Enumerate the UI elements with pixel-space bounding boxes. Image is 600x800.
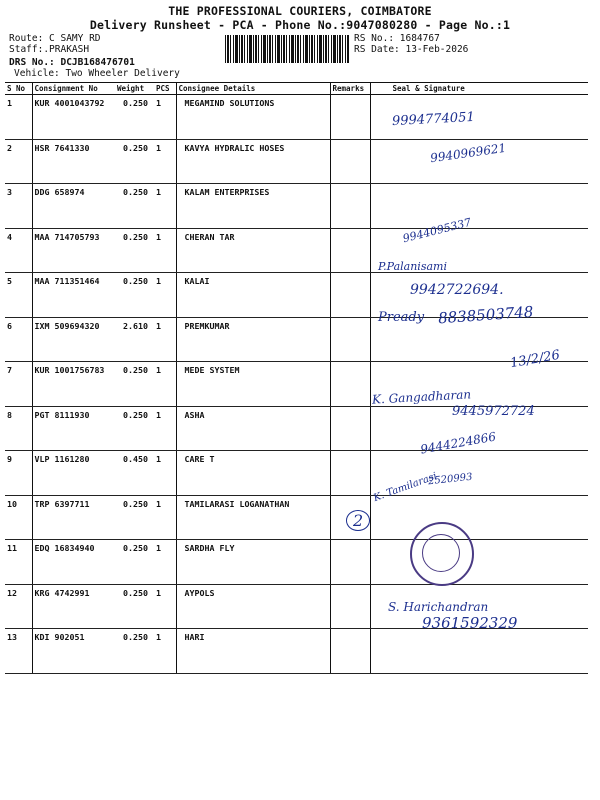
row-remarks bbox=[330, 273, 370, 318]
row-signature bbox=[370, 362, 588, 407]
row-consignee: TAMILARASI LOGANATHAN bbox=[176, 495, 330, 540]
handwritten-phone: 9942722694. bbox=[410, 282, 504, 298]
row-consignment: EDQ 16834940 bbox=[32, 540, 115, 585]
handwritten-phone: 8838503748 bbox=[437, 302, 534, 328]
row-signature bbox=[370, 184, 588, 229]
row-remarks bbox=[330, 629, 370, 674]
row-signature bbox=[370, 317, 588, 362]
row-sno: 5 bbox=[5, 273, 32, 318]
row-signature bbox=[370, 584, 588, 629]
row-pcs: 1 bbox=[154, 139, 176, 184]
row-consignee: SARDHA FLY bbox=[176, 540, 330, 585]
company-title: THE PROFESSIONAL COURIERS, COIMBATORE bbox=[168, 4, 432, 18]
row-consignment: KUR 4001043792 bbox=[32, 95, 115, 140]
row-weight: 0.250 bbox=[115, 406, 154, 451]
row-consignee: MEDE SYSTEM bbox=[176, 362, 330, 407]
row-sno: 4 bbox=[5, 228, 32, 273]
table-row bbox=[5, 95, 588, 140]
row-consignment: KUR 1001756783 bbox=[32, 362, 115, 407]
row-sno: 1 bbox=[5, 95, 32, 140]
handwritten-phone: 9994774051 bbox=[391, 109, 476, 130]
row-consignment: MAA 714705793 bbox=[32, 228, 115, 273]
row-consignee: ASHA bbox=[176, 406, 330, 451]
row-remarks bbox=[330, 451, 370, 496]
handwritten-name: K. Tamilarasi bbox=[372, 470, 439, 505]
col-header-consignment: Consignment No bbox=[32, 83, 115, 95]
row-pcs: 1 bbox=[154, 362, 176, 407]
handwritten-name: S. Harichandran bbox=[388, 600, 489, 614]
handwritten-name: Pready bbox=[378, 310, 425, 325]
col-header-remarks: Remarks bbox=[330, 83, 370, 95]
row-consignment: HSR 7641330 bbox=[32, 139, 115, 184]
row-weight: 0.250 bbox=[115, 540, 154, 585]
handwritten-phone: 9944095337 bbox=[401, 215, 473, 246]
row-weight: 0.250 bbox=[115, 495, 154, 540]
table-row bbox=[5, 228, 588, 273]
row-consignee: AYPOLS bbox=[176, 584, 330, 629]
row-remarks bbox=[330, 584, 370, 629]
row-consignment: IXM 509694320 bbox=[32, 317, 115, 362]
row-sno: 12 bbox=[5, 584, 32, 629]
row-signature bbox=[370, 451, 588, 496]
barcode-image bbox=[225, 35, 349, 63]
handwritten-phone: 9444224866 bbox=[419, 429, 497, 457]
table-header-row bbox=[5, 83, 588, 95]
row-remarks bbox=[330, 95, 370, 140]
table-row bbox=[5, 540, 588, 585]
row-consignee: MEGAMIND SOLUTIONS bbox=[176, 95, 330, 140]
row-pcs: 1 bbox=[154, 228, 176, 273]
row-consignment: DDG 658974 bbox=[32, 184, 115, 229]
table-row bbox=[5, 139, 588, 184]
row-pcs: 1 bbox=[154, 540, 176, 585]
row-remarks bbox=[330, 495, 370, 540]
row-weight: 0.250 bbox=[115, 273, 154, 318]
col-header-seal: Seal & Signature bbox=[370, 83, 588, 95]
row-consignment: PGT 8111930 bbox=[32, 406, 115, 451]
handwritten-phone: 9445972724 bbox=[452, 404, 535, 419]
row-pcs: 1 bbox=[154, 273, 176, 318]
row-sno: 6 bbox=[5, 317, 32, 362]
row-consignment: KDI 902051 bbox=[32, 629, 115, 674]
rs-number: RS No.: 1684767 bbox=[354, 33, 440, 44]
handwritten-name: P.Palanisami bbox=[378, 260, 447, 273]
row-signature bbox=[370, 540, 588, 585]
row-sno: 9 bbox=[5, 451, 32, 496]
row-remarks bbox=[330, 184, 370, 229]
row-signature bbox=[370, 495, 588, 540]
row-sno: 10 bbox=[5, 495, 32, 540]
row-consignee: KALAI bbox=[176, 273, 330, 318]
row-weight: 0.450 bbox=[115, 451, 154, 496]
row-pcs: 1 bbox=[154, 629, 176, 674]
row-consignee: KALAM ENTERPRISES bbox=[176, 184, 330, 229]
row-signature bbox=[370, 406, 588, 451]
runsheet-table bbox=[5, 82, 588, 674]
row-remarks bbox=[330, 139, 370, 184]
table-row bbox=[5, 495, 588, 540]
col-header-sno: S No bbox=[5, 83, 32, 95]
row-signature bbox=[370, 629, 588, 674]
row-consignment: MAA 711351464 bbox=[32, 273, 115, 318]
row-pcs: 1 bbox=[154, 95, 176, 140]
row-remarks bbox=[330, 362, 370, 407]
row-consignee: PREMKUMAR bbox=[176, 317, 330, 362]
row-consignment: TRP 6397711 bbox=[32, 495, 115, 540]
col-header-weight: Weight bbox=[115, 83, 154, 95]
row-sno: 3 bbox=[5, 184, 32, 229]
row-pcs: 1 bbox=[154, 584, 176, 629]
table-row bbox=[5, 317, 588, 362]
route-label: Route: C SAMY RD bbox=[9, 33, 101, 44]
row-sno: 8 bbox=[5, 406, 32, 451]
handwritten-phone: 2520993 bbox=[427, 471, 473, 488]
row-consignment: VLP 1161280 bbox=[32, 451, 115, 496]
row-weight: 0.250 bbox=[115, 584, 154, 629]
col-header-pcs: PCS bbox=[154, 83, 176, 95]
table-row bbox=[5, 273, 588, 318]
runsheet-subtitle: Delivery Runsheet - PCA - Phone No.:9047080280 - Page No.:1 bbox=[89, 18, 511, 32]
row-signature bbox=[370, 228, 588, 273]
row-signature bbox=[370, 273, 588, 318]
row-pcs: 1 bbox=[154, 317, 176, 362]
row-pcs: 1 bbox=[154, 184, 176, 229]
row-pcs: 1 bbox=[154, 406, 176, 451]
handwritten-phone: 9940969621 bbox=[429, 140, 507, 166]
row-weight: 0.250 bbox=[115, 228, 154, 273]
row-consignee: HARI bbox=[176, 629, 330, 674]
table-row bbox=[5, 184, 588, 229]
table-row bbox=[5, 629, 588, 674]
row-weight: 0.250 bbox=[115, 362, 154, 407]
row-weight: 0.250 bbox=[115, 629, 154, 674]
row-weight: 0.250 bbox=[115, 95, 154, 140]
row-pcs: 1 bbox=[154, 451, 176, 496]
drs-number: DRS No.: DCJB168476701 bbox=[9, 57, 135, 68]
row-remarks bbox=[330, 406, 370, 451]
row-sno: 7 bbox=[5, 362, 32, 407]
table-row bbox=[5, 362, 588, 407]
table-row bbox=[5, 406, 588, 451]
row-weight: 0.250 bbox=[115, 184, 154, 229]
row-signature bbox=[370, 95, 588, 140]
table-row bbox=[5, 451, 588, 496]
handwritten-date: 13/2/26 bbox=[509, 347, 562, 372]
row-sno: 2 bbox=[5, 139, 32, 184]
vehicle-label: Vehicle: Two Wheeler Delivery bbox=[14, 68, 180, 79]
handwritten-mark: 2 bbox=[346, 510, 370, 531]
row-remarks bbox=[330, 540, 370, 585]
row-sno: 11 bbox=[5, 540, 32, 585]
row-pcs: 1 bbox=[154, 495, 176, 540]
row-consignee: KAVYA HYDRALIC HOSES bbox=[176, 139, 330, 184]
row-weight: 2.610 bbox=[115, 317, 154, 362]
table-row bbox=[5, 584, 588, 629]
row-sno: 13 bbox=[5, 629, 32, 674]
row-consignee: CARE T bbox=[176, 451, 330, 496]
staff-label: Staff:.PRAKASH bbox=[9, 44, 90, 55]
rs-date: RS Date: 13-Feb-2026 bbox=[354, 44, 469, 55]
handwritten-name: K. Gangadharan bbox=[371, 387, 472, 407]
row-weight: 0.250 bbox=[115, 139, 154, 184]
handwritten-phone: 9361592329 bbox=[422, 614, 518, 632]
row-consignment: KRG 4742991 bbox=[32, 584, 115, 629]
row-consignee: CHERAN TAR bbox=[176, 228, 330, 273]
row-remarks bbox=[330, 228, 370, 273]
col-header-consignee: Consignee Details bbox=[176, 83, 330, 95]
row-signature bbox=[370, 139, 588, 184]
row-remarks bbox=[330, 317, 370, 362]
